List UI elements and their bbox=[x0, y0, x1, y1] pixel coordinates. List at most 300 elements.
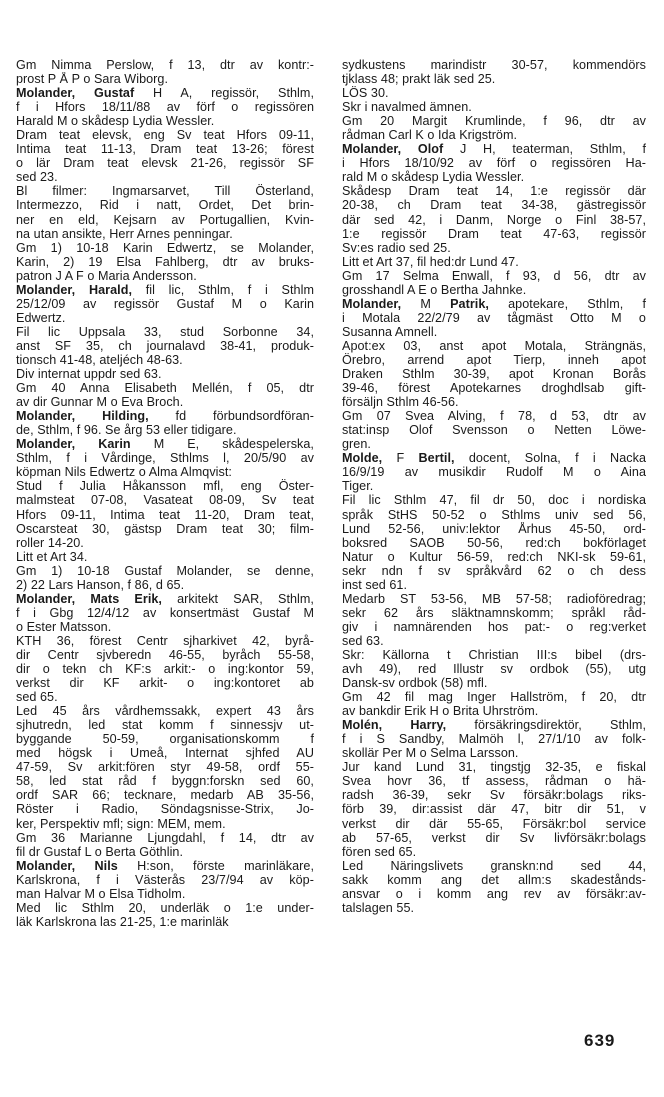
text-run: Röster i Radio, Söndagsnisse-Strix, Jo- bbox=[16, 802, 314, 817]
text-run: verkst dir där 55-65, Försäkr:bol service bbox=[342, 816, 646, 831]
register-paragraph bbox=[16, 550, 314, 564]
text-run: patron J A F o Maria Andersson. bbox=[16, 268, 197, 283]
register-paragraph bbox=[16, 367, 314, 381]
text-run: verkst dir KF arkit- o ing:kontoret ab bbox=[16, 676, 314, 691]
text-line bbox=[342, 269, 646, 283]
text-line bbox=[16, 227, 314, 241]
register-paragraph bbox=[342, 86, 646, 100]
text-run: inst sed 61. bbox=[342, 577, 408, 592]
text-line bbox=[342, 283, 646, 297]
text-line bbox=[16, 901, 314, 915]
text-line bbox=[342, 550, 646, 564]
entry-name: Molander, bbox=[342, 296, 402, 311]
register-paragraph bbox=[342, 269, 646, 297]
text-line bbox=[342, 704, 646, 718]
text-run: Skr: Källorna t Christian III:s bibel (drs- bbox=[342, 647, 646, 662]
text-run: Örebro, arrend apot Tierp, inneh apot bbox=[342, 352, 646, 367]
text-line bbox=[342, 648, 646, 662]
text-line bbox=[342, 451, 646, 465]
text-line bbox=[16, 395, 314, 409]
text-line bbox=[342, 479, 646, 493]
text-run: sekr ndn f sv språkvård 62 o ch dess bbox=[342, 563, 646, 578]
text-line bbox=[16, 522, 314, 536]
text-line bbox=[342, 353, 646, 367]
text-line bbox=[342, 72, 646, 86]
text-line bbox=[342, 409, 646, 423]
text-run: F bbox=[382, 451, 419, 466]
text-run: stat:insp Olof Svensson o Netten Löwe- bbox=[342, 423, 646, 438]
text-run: 58, led stat råd f byggn:forskn sed 60, bbox=[16, 774, 314, 789]
text-run: dir Centr sjvberedn 46-55, byråch 55-58, bbox=[16, 647, 314, 662]
text-run: 20-38, ch Dram teat 34-38, gästregissör bbox=[342, 198, 646, 213]
text-run: språk StHS 50-52 o Sthlms univ sed 56, bbox=[342, 507, 646, 522]
text-line bbox=[342, 423, 646, 437]
text-run: fören sed 65. bbox=[342, 844, 417, 859]
text-run: sakk komm ang det allm:s skadestånds- bbox=[342, 872, 646, 887]
register-paragraph bbox=[16, 901, 314, 929]
text-run: ner en eld, Kejsarn av Portugallien, Kvin- bbox=[16, 212, 314, 227]
entry-name: Molander, Gustaf bbox=[16, 86, 135, 101]
text-run: na utan ansikte, Herr Arnes penningar. bbox=[16, 226, 233, 241]
text-run: ansvar o i komm ang rev av försäkr:av- bbox=[342, 886, 646, 901]
text-run: malmsteat 07-08, Vasateat 08-09, Sv teat bbox=[16, 493, 314, 508]
text-line bbox=[342, 564, 646, 578]
entry-name: Molander, Harald, bbox=[16, 282, 132, 297]
text-line bbox=[16, 887, 314, 901]
text-line bbox=[16, 156, 314, 170]
register-paragraph bbox=[342, 859, 646, 915]
text-run: tionsch 41-48, ateljéch 48-63. bbox=[16, 352, 183, 367]
text-run: ab 57-65, verkst dir Sv livförsäkr:bolags bbox=[342, 830, 646, 845]
text-run: Gm 20 Margit Krumlinde, f 96, dtr av bbox=[342, 114, 646, 129]
text-line bbox=[342, 170, 646, 184]
text-line bbox=[342, 311, 646, 325]
text-line bbox=[16, 311, 314, 325]
register-paragraph bbox=[16, 58, 314, 86]
entry-name: Bertil, bbox=[418, 451, 455, 466]
text-line bbox=[16, 114, 314, 128]
left-text-column bbox=[16, 58, 314, 929]
text-line bbox=[16, 718, 314, 732]
text-line bbox=[342, 620, 646, 634]
register-paragraph bbox=[16, 704, 314, 830]
text-run: Sthlm, f i Vårdinge, Sthlms l, 20/5/90 av bbox=[16, 451, 314, 466]
text-run: ker, Perspektiv mfl; sign: MEM, mem. bbox=[16, 816, 226, 831]
text-line bbox=[16, 620, 314, 634]
text-run: M E, skådespelerska, bbox=[130, 437, 314, 452]
text-run: sydkustens marindistr 30-57, kommendörs bbox=[342, 58, 646, 72]
text-line bbox=[342, 58, 646, 72]
text-line bbox=[16, 662, 314, 676]
text-run: de, Sthlm, f 96. Se årg 53 eller tidigare. bbox=[16, 423, 237, 438]
text-run: sjhutredn, led stat komm f sinnessjv ut- bbox=[16, 718, 314, 733]
text-run: Gm 42 fil mag Inger Hallström, f 20, dtr bbox=[342, 690, 646, 705]
text-run: H:son, förste marinläkare, bbox=[117, 858, 314, 873]
text-run: skollär Per M o Selma Larsson. bbox=[342, 746, 519, 761]
text-line bbox=[342, 395, 646, 409]
text-run: i Hfors 18/10/92 av förf o regissören Ha- bbox=[342, 156, 646, 171]
text-run: Litt et Art 34. bbox=[16, 549, 88, 564]
register-paragraph bbox=[16, 564, 314, 592]
register-paragraph bbox=[16, 184, 314, 240]
text-line bbox=[342, 718, 646, 732]
text-run: Gm 07 Svea Alving, f 78, d 53, dtr av bbox=[342, 409, 646, 424]
text-line bbox=[16, 550, 314, 564]
text-run: fil dr Gustaf L o Berta Göthlin. bbox=[16, 844, 184, 859]
register-paragraph bbox=[342, 114, 646, 142]
entry-name: Molde, bbox=[342, 451, 383, 466]
text-line bbox=[16, 873, 314, 887]
text-line bbox=[342, 887, 646, 901]
text-run: av dir Gunnar M o Eva Broch. bbox=[16, 395, 184, 410]
text-line bbox=[342, 325, 646, 339]
text-run: o Ester Matsson. bbox=[16, 619, 112, 634]
text-run: köpman Nils Edwertz o Alma Almqvist: bbox=[16, 465, 232, 480]
text-line bbox=[342, 184, 646, 198]
text-run: avh 49), red Illustr sv ordbok (55), utg bbox=[342, 662, 646, 677]
register-paragraph bbox=[342, 592, 646, 648]
text-run: Stud f Julia Håkansson mfl, eng Öster- bbox=[16, 479, 314, 494]
text-line bbox=[342, 774, 646, 788]
text-line bbox=[16, 690, 314, 704]
text-line bbox=[342, 339, 646, 353]
text-run: byggande 50-59, organisationskomm f bbox=[16, 732, 314, 747]
text-line bbox=[16, 788, 314, 802]
text-line bbox=[16, 409, 314, 423]
text-run: Lund 52-56, univ:lektor Århus 45-50, ord- bbox=[342, 521, 646, 536]
page-number: 639 bbox=[584, 1031, 616, 1050]
text-run: Gm 17 Selma Enwall, f 93, d 56, dtr av bbox=[342, 268, 646, 283]
text-run: arkitekt SAR, Sthlm, bbox=[161, 591, 314, 606]
text-run: f i Hfors 18/11/88 av förf o regissören bbox=[16, 100, 314, 115]
text-line bbox=[16, 493, 314, 507]
text-line bbox=[16, 128, 314, 142]
text-run: sed 65. bbox=[16, 690, 58, 705]
entry-name: Molander, Olof bbox=[342, 142, 444, 157]
text-run: apotekare, Sthlm, f bbox=[488, 296, 646, 311]
register-paragraph bbox=[16, 325, 314, 367]
register-paragraph bbox=[342, 255, 646, 269]
text-run: Natur o Kultur 56-59, red:ch NKI-sk 59-61, bbox=[342, 549, 646, 564]
text-line bbox=[16, 465, 314, 479]
text-line bbox=[342, 213, 646, 227]
text-run: Led 45 års vårdhemssakk, expert 43 års bbox=[16, 704, 314, 719]
text-run: KTH 36, förest Centr sjharkivet 42, byrå- bbox=[16, 633, 314, 648]
text-line bbox=[342, 873, 646, 887]
text-line bbox=[342, 536, 646, 550]
text-line bbox=[342, 676, 646, 690]
text-line bbox=[342, 227, 646, 241]
text-run: Intermezzo, Rid i natt, Ordet, Det brin- bbox=[16, 198, 314, 213]
text-run: Hfors 09-11, Intima teat 11-20, Dram teat, bbox=[16, 507, 314, 522]
text-line bbox=[16, 479, 314, 493]
text-line bbox=[16, 170, 314, 184]
text-run: Gm Nimma Perslow, f 13, dtr av kontr:- bbox=[16, 58, 314, 72]
text-line bbox=[342, 606, 646, 620]
text-run: Gm 1) 10-18 Gustaf Molander, se denne, bbox=[16, 563, 314, 578]
text-line bbox=[16, 592, 314, 606]
text-run: Apot:ex 03, anst apot Motala, Strängnäs, bbox=[342, 338, 646, 353]
text-line bbox=[342, 367, 646, 381]
text-run: Led Näringslivets granskn:nd sed 44, bbox=[342, 858, 646, 873]
text-line bbox=[16, 704, 314, 718]
text-run: i Motala 22/2/79 av tågmäst Otto M o bbox=[342, 310, 646, 325]
text-run: Svea hovr 36, tf assess, rådman o hä- bbox=[342, 774, 646, 789]
text-run: 1:e regissör Dram teat 47-63, regissör bbox=[342, 226, 646, 241]
text-run: fil lic, Sthlm, f i Sthlm bbox=[132, 282, 314, 297]
register-paragraph bbox=[16, 831, 314, 859]
register-paragraph bbox=[342, 718, 646, 760]
text-line bbox=[16, 325, 314, 339]
register-paragraph bbox=[16, 283, 314, 325]
text-run: med högsk i Umeå, Internat sjhfed AU bbox=[16, 746, 314, 761]
text-run: sekr 62 års släktnamnskomm; språkl råd- bbox=[342, 605, 646, 620]
text-run: rald M o skådesp Lydia Wessler. bbox=[342, 170, 525, 185]
text-line bbox=[16, 578, 314, 592]
text-run: sed 23. bbox=[16, 170, 58, 185]
register-paragraph bbox=[16, 859, 314, 901]
text-run: boksred SAOB 50-56, red:ch bokförlaget bbox=[342, 535, 646, 550]
text-run: ordf SAR 66; tecknare, medarb AB 35-56, bbox=[16, 788, 314, 803]
text-line bbox=[342, 760, 646, 774]
text-line bbox=[342, 845, 646, 859]
right-text-column bbox=[342, 58, 646, 915]
text-line bbox=[16, 760, 314, 774]
register-paragraph bbox=[16, 241, 314, 283]
text-line bbox=[342, 156, 646, 170]
text-line bbox=[16, 437, 314, 451]
text-line bbox=[342, 508, 646, 522]
text-run: Oscarsteat 30, gästsp Dram teat 30; film- bbox=[16, 521, 314, 536]
text-line bbox=[342, 114, 646, 128]
text-run: Skådesp Dram teat 14, 1:e regissör där bbox=[342, 184, 646, 199]
register-paragraph bbox=[342, 297, 646, 339]
text-run: o lär Dram teat elevsk 21-26, regissör SF bbox=[16, 156, 314, 171]
text-line bbox=[342, 802, 646, 816]
text-run: Jur kand Lund 31, tingstjg 32-35, e fiskal bbox=[342, 760, 646, 775]
text-run: 47-59, Sv arkit:fören styr 49-58, ordf 55- bbox=[16, 760, 314, 775]
text-run: f i S Sandby, Malmöh l, 27/1/10 av folk- bbox=[342, 732, 646, 747]
register-paragraph bbox=[342, 409, 646, 451]
text-run: av bankdir Erik H o Brita Uhrström. bbox=[342, 704, 539, 719]
text-run: M bbox=[401, 296, 451, 311]
text-run: Fil lic Sthlm 47, fil dr 50, doc i nordiska bbox=[342, 493, 646, 508]
text-line bbox=[16, 817, 314, 831]
text-line bbox=[342, 662, 646, 676]
text-line bbox=[342, 817, 646, 831]
text-run: Tiger. bbox=[342, 479, 374, 494]
text-line bbox=[342, 198, 646, 212]
register-paragraph bbox=[342, 142, 646, 184]
text-line bbox=[16, 634, 314, 648]
register-paragraph bbox=[342, 690, 646, 718]
text-run: anst SF 35, ch journalavd 38-41, produk- bbox=[16, 338, 314, 353]
text-line bbox=[16, 58, 314, 72]
text-line bbox=[342, 437, 646, 451]
text-line bbox=[16, 198, 314, 212]
text-line bbox=[342, 788, 646, 802]
text-line bbox=[16, 184, 314, 198]
text-run: H A, regissör, Sthlm, bbox=[134, 86, 314, 101]
text-line bbox=[16, 606, 314, 620]
text-line bbox=[342, 128, 646, 142]
text-line bbox=[16, 423, 314, 437]
register-paragraph bbox=[342, 184, 646, 254]
text-run: docent, Solna, f i Nacka bbox=[454, 451, 646, 466]
text-run: försäljn Sthlm 46-56. bbox=[342, 395, 459, 410]
text-run: Medarb ST 53-56, MB 57-58; radioföredrag; bbox=[342, 591, 646, 606]
text-run: Gm 1) 10-18 Karin Edwertz, se Molander, bbox=[16, 240, 314, 255]
register-paragraph bbox=[342, 648, 646, 690]
register-paragraph bbox=[342, 100, 646, 114]
text-run: Dansk-sv ordbok (58) mfl. bbox=[342, 676, 488, 691]
text-run: f i Gbg 12/4/12 av konsertmäst Gustaf M bbox=[16, 605, 314, 620]
text-run: Susanna Amnell. bbox=[342, 324, 438, 339]
register-paragraph bbox=[342, 339, 646, 409]
text-line bbox=[16, 283, 314, 297]
register-paragraph bbox=[16, 128, 314, 184]
entry-name: Molander, Karin bbox=[16, 437, 131, 452]
text-run: prost P Å P o Sara Wiborg. bbox=[16, 72, 169, 87]
text-line bbox=[16, 648, 314, 662]
text-line bbox=[16, 915, 314, 929]
text-run: Skr i navalmed ämnen. bbox=[342, 100, 472, 115]
entry-name: Molander, Mats Erik, bbox=[16, 591, 162, 606]
text-run: försäkringsdirektör, Sthlm, bbox=[446, 718, 646, 733]
text-line bbox=[342, 465, 646, 479]
text-line bbox=[16, 367, 314, 381]
register-paragraph bbox=[342, 58, 646, 86]
text-line bbox=[16, 746, 314, 760]
text-run: Div internat uppdr sed 63. bbox=[16, 367, 162, 382]
text-run: Litt et Art 37, fil hed:dr Lund 47. bbox=[342, 254, 519, 269]
text-line bbox=[342, 901, 646, 915]
text-line bbox=[342, 634, 646, 648]
text-run: 16/9/19 av musikdir Rudolf M o Aina bbox=[342, 465, 646, 480]
text-run: Gm 36 Marianne Ljungdahl, f 14, dtr av bbox=[16, 830, 314, 845]
text-line bbox=[342, 732, 646, 746]
text-line bbox=[342, 255, 646, 269]
text-run: gren. bbox=[342, 437, 371, 452]
text-run: LÖS 30. bbox=[342, 86, 389, 101]
text-line bbox=[342, 831, 646, 845]
text-line bbox=[16, 676, 314, 690]
text-line bbox=[16, 536, 314, 550]
text-run: Karin, 2) 19 Elsa Fahlberg, dtr av bruks- bbox=[16, 254, 314, 269]
text-line bbox=[16, 213, 314, 227]
text-line bbox=[16, 859, 314, 873]
text-run: 25/12/09 av regissör Gustaf M o Karin bbox=[16, 296, 314, 311]
text-line bbox=[16, 86, 314, 100]
register-paragraph bbox=[342, 760, 646, 858]
text-run: 39-46, förest Apotekarnes droghdlsab gift- bbox=[342, 381, 646, 396]
text-run: 2) 22 Lars Hanson, f 86, d 65. bbox=[16, 577, 185, 592]
text-line bbox=[342, 690, 646, 704]
text-line bbox=[342, 592, 646, 606]
register-paragraph bbox=[342, 493, 646, 591]
text-line bbox=[16, 255, 314, 269]
register-paragraph bbox=[16, 86, 314, 128]
text-run: Fil lic Uppsala 33, stud Sorbonne 34, bbox=[16, 324, 314, 339]
text-line bbox=[342, 86, 646, 100]
text-run: Harald M o skådesp Lydia Wessler. bbox=[16, 114, 215, 129]
text-line bbox=[16, 845, 314, 859]
text-run: där sed 42, i Danm, Norge o Finl 38-57, bbox=[342, 212, 646, 227]
text-run: rådman Carl K o Ida Krigström. bbox=[342, 128, 518, 143]
text-run: man Halvar M o Elsa Tidholm. bbox=[16, 886, 186, 901]
text-run: läk Karlskrona las 21-25, 1:e marinläk bbox=[16, 914, 229, 929]
text-line bbox=[342, 578, 646, 592]
text-line bbox=[16, 831, 314, 845]
entry-name: Patrik, bbox=[450, 296, 489, 311]
text-line bbox=[16, 142, 314, 156]
text-line bbox=[342, 746, 646, 760]
text-line bbox=[16, 297, 314, 311]
register-paragraph bbox=[16, 592, 314, 634]
text-run: Karlskrona, f i Västerås 23/7/94 av köp- bbox=[16, 872, 314, 887]
text-line bbox=[342, 859, 646, 873]
entry-name: Molén, Harry, bbox=[342, 718, 447, 733]
register-paragraph bbox=[16, 479, 314, 549]
text-run: Dram teat elevsk, eng Sv teat Hfors 09-11, bbox=[16, 128, 314, 143]
text-run: Med lic Sthlm 20, underläk o 1:e under- bbox=[16, 900, 314, 915]
text-run: förb 39, dir:assist där 47, bitr dir 51, v bbox=[342, 802, 646, 817]
text-line bbox=[16, 241, 314, 255]
text-line bbox=[16, 72, 314, 86]
text-run: fd förbundsordföran- bbox=[148, 409, 314, 424]
text-run: Draken Sthlm 30-39, apot Kronan Borås bbox=[342, 367, 646, 382]
entry-name: Molander, Hilding, bbox=[16, 409, 149, 424]
text-line bbox=[16, 508, 314, 522]
text-run: Edwertz. bbox=[16, 310, 66, 325]
text-line bbox=[16, 353, 314, 367]
register-paragraph bbox=[16, 634, 314, 704]
text-line bbox=[16, 100, 314, 114]
text-line bbox=[16, 774, 314, 788]
text-line bbox=[16, 732, 314, 746]
text-line bbox=[16, 802, 314, 816]
text-line bbox=[16, 269, 314, 283]
text-run: sed 63. bbox=[342, 633, 384, 648]
text-line bbox=[16, 564, 314, 578]
text-run: Sv:es radio sed 25. bbox=[342, 240, 451, 255]
entry-name: Molander, Nils bbox=[16, 858, 118, 873]
text-line bbox=[16, 381, 314, 395]
text-run: Gm 40 Anna Elisabeth Mellén, f 05, dtr bbox=[16, 381, 314, 396]
register-paragraph bbox=[16, 437, 314, 479]
text-run: J H, teaterman, Sthlm, f bbox=[443, 142, 646, 157]
text-run: grosshandl A E o Bertha Jahnke. bbox=[342, 282, 527, 297]
text-line bbox=[342, 142, 646, 156]
register-paragraph bbox=[16, 381, 314, 409]
register-paragraph bbox=[16, 409, 314, 437]
text-run: tjklass 48; prakt läk sed 25. bbox=[342, 72, 496, 87]
text-run: Intima teat 11-13, Dram teat 13-26; förest bbox=[16, 142, 314, 157]
text-run: talslagen 55. bbox=[342, 900, 415, 915]
text-run: giv i namnärenden hos pat:- o reg:verket bbox=[342, 619, 646, 634]
text-run: Bl filmer: Ingmarsarvet, Till Österland, bbox=[16, 184, 314, 199]
text-run: roller 14-20. bbox=[16, 535, 84, 550]
text-line bbox=[342, 100, 646, 114]
text-line bbox=[342, 297, 646, 311]
text-line bbox=[342, 241, 646, 255]
text-line bbox=[16, 451, 314, 465]
text-run: radsh 36-39, sekr Sv försäkr:bolags riks- bbox=[342, 788, 646, 803]
register-paragraph bbox=[342, 451, 646, 493]
text-line bbox=[342, 522, 646, 536]
text-line bbox=[342, 493, 646, 507]
text-line bbox=[342, 381, 646, 395]
